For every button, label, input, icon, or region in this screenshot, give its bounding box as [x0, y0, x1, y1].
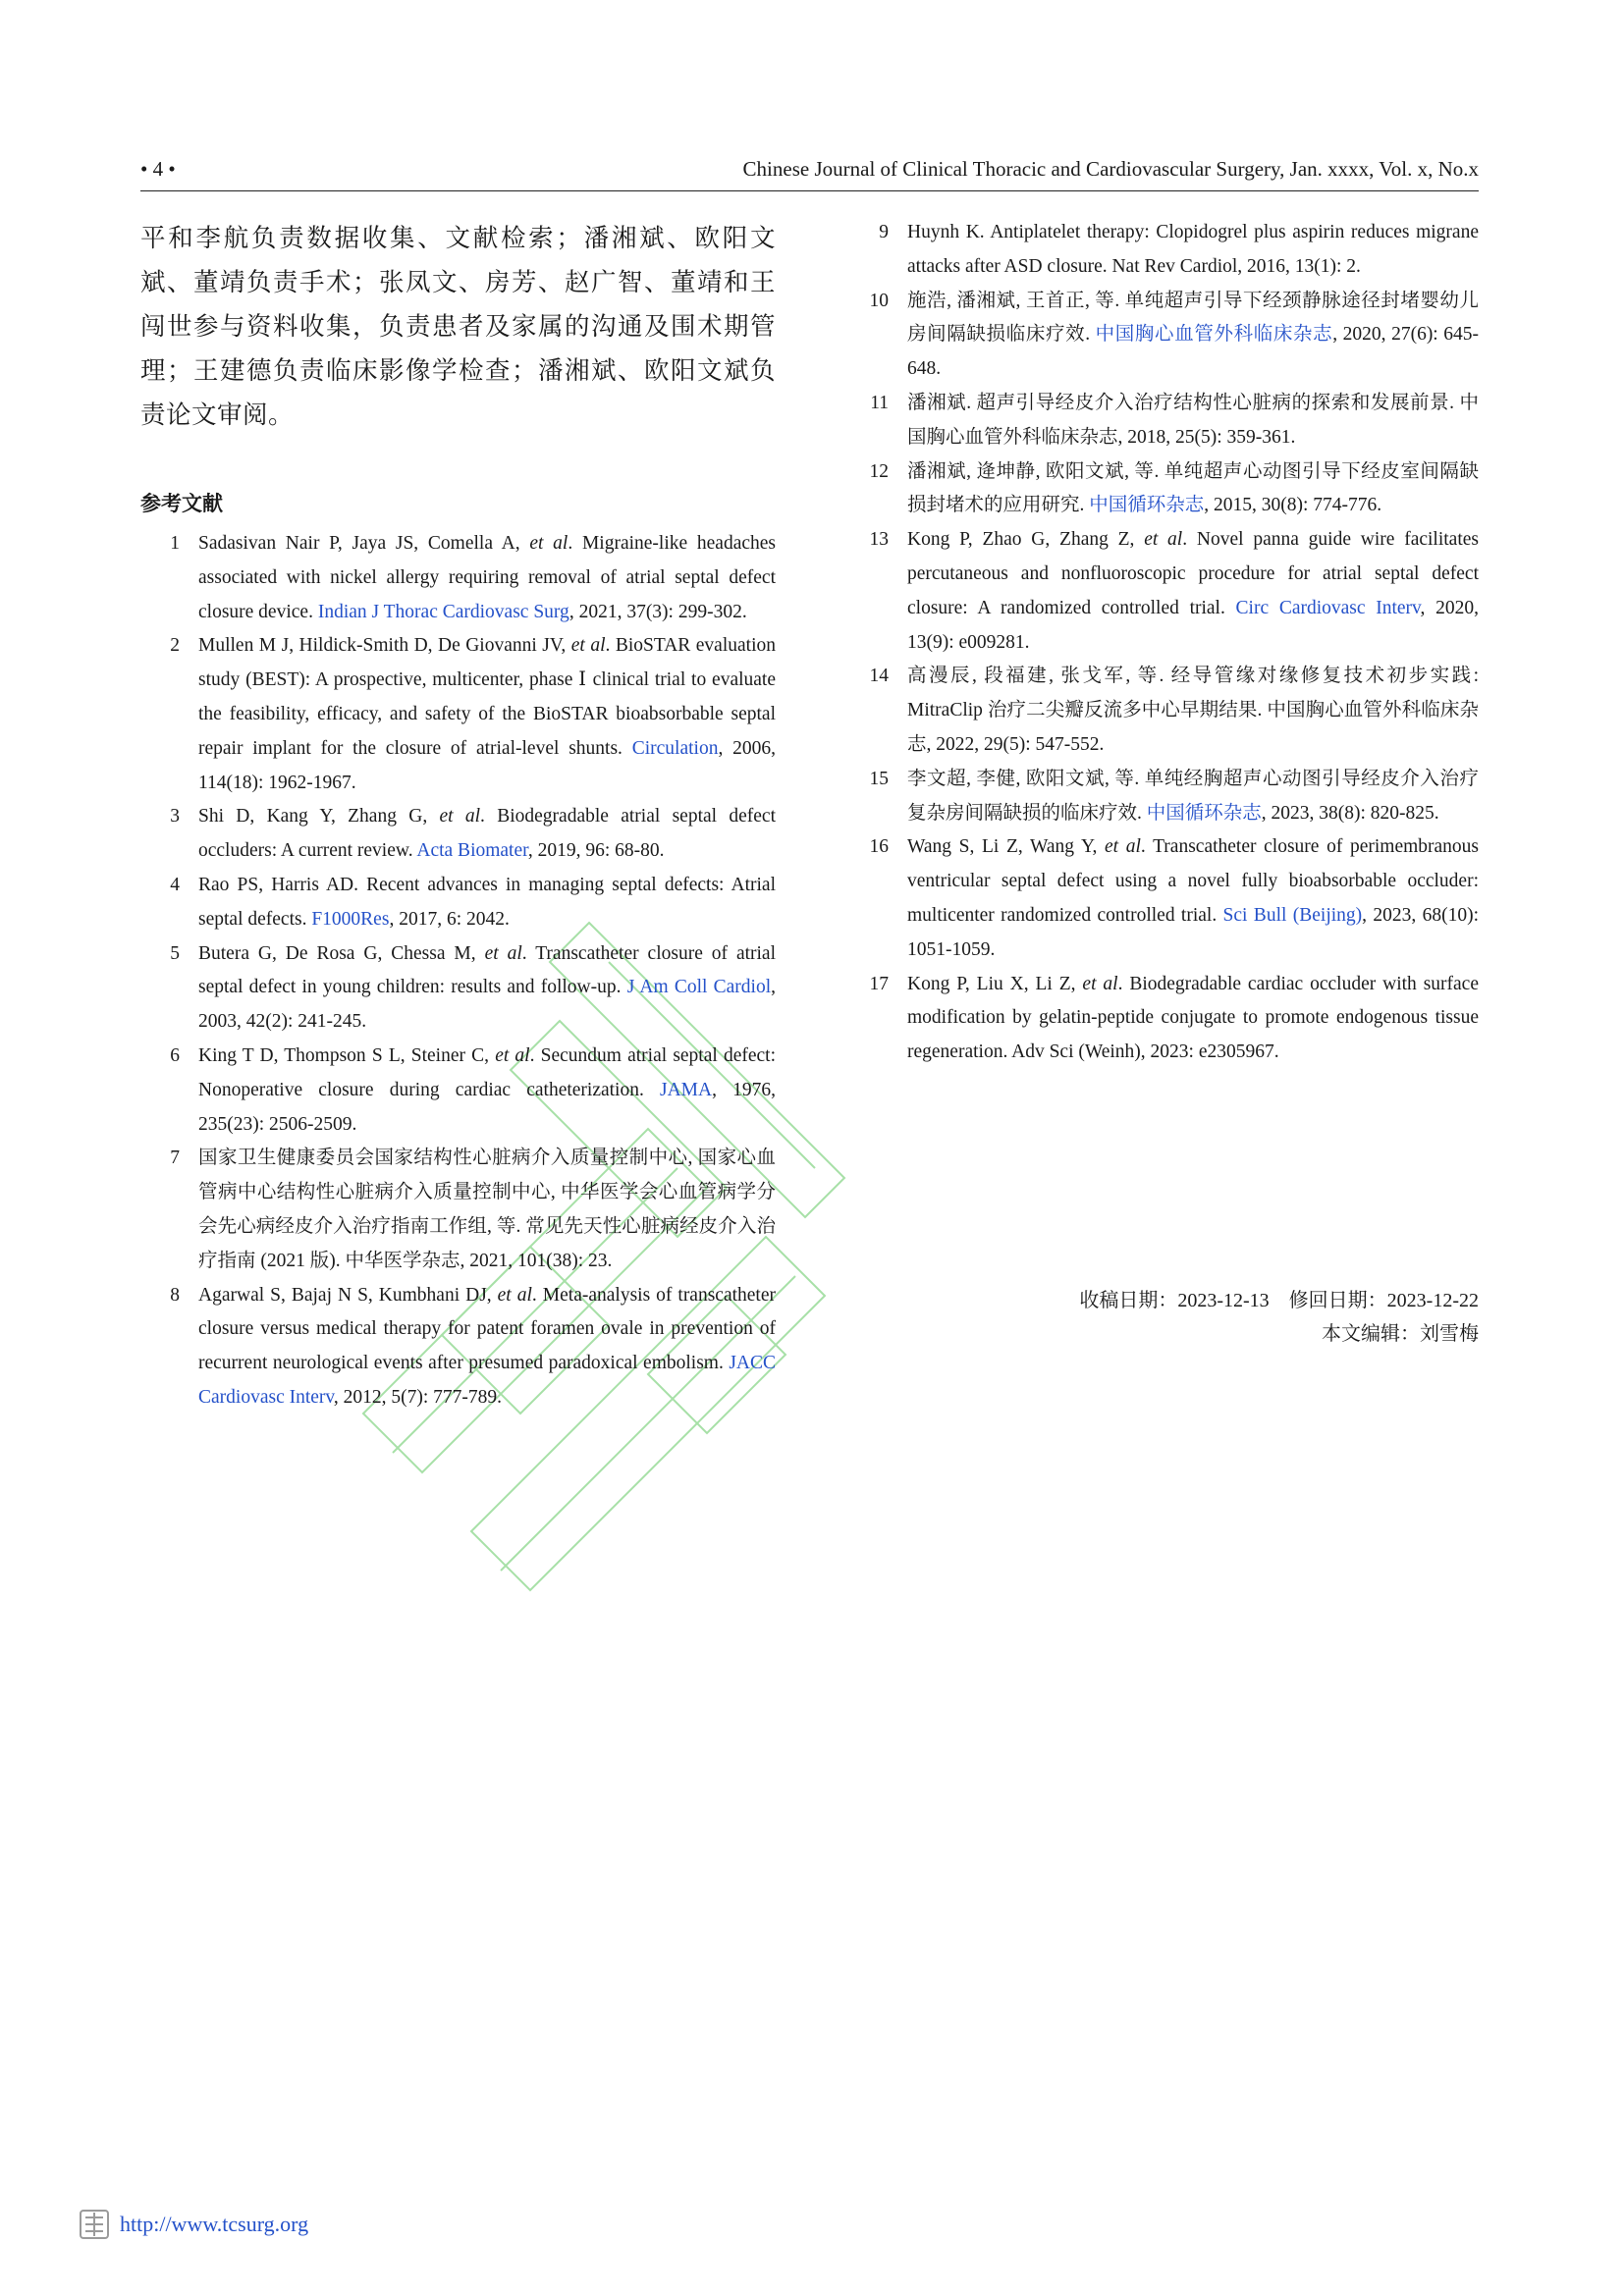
reference-segment: Kong P, Liu X, Li Z, [907, 973, 1083, 994]
reference-item [849, 216, 1479, 285]
et-al: et al [1105, 836, 1141, 858]
reference-segment: King T D, Thompson S L, Steiner C, [198, 1044, 496, 1066]
left-column [140, 216, 776, 1415]
reference-number: 10 [869, 290, 889, 311]
reference-segment: . Biodegradable cardiac occluder with surface modification by gelatin-peptide conjugate to promote endogenous tissue regeneration. Adv Sci (Weinh), 2023: e2305967. [907, 973, 1479, 1063]
reference-text [907, 968, 1479, 1070]
reference-item [140, 869, 776, 937]
reference-text [907, 523, 1479, 660]
et-al: et al [495, 1044, 530, 1066]
reference-segment: . Transcatheter closure of atrial septal defect in young children: results and follow-up. [198, 942, 776, 998]
et-al: et al [1144, 529, 1183, 551]
reference-number: 2 [170, 635, 180, 657]
reference-number: 12 [869, 460, 889, 482]
references-heading: 参考文献 [140, 492, 223, 515]
reference-segment: , 1976, 235(23): 2506-2509. [198, 1079, 776, 1135]
reference-text [198, 1142, 776, 1278]
reference-number: 14 [869, 666, 889, 687]
reference-number: 1 [170, 533, 180, 554]
reference-text [198, 1279, 776, 1415]
reference-item [849, 763, 1479, 831]
reference-journal-link[interactable]: Sci Bull (Beijing) [1222, 904, 1363, 926]
reference-number: 9 [879, 222, 889, 242]
reference-segment: Rao PS, Harris AD. Recent advances in managing septal defects: Atrial septal defects. [198, 874, 776, 930]
reference-segment: Agarwal S, Bajaj N S, Kumbhani DJ, [198, 1284, 498, 1306]
editor-line: 本文编辑：刘雪梅 [1322, 1323, 1479, 1345]
reference-item [849, 285, 1479, 387]
reference-text [198, 527, 776, 629]
reference-segment: . Transcatheter closure of perimembranous ventricular septal defect using a novel fully bioabsorbable occluder: multicenter randomized controlled trial. [907, 836, 1480, 926]
reference-journal-link[interactable]: Acta Biomater [416, 840, 528, 862]
et-al: et al [484, 942, 522, 964]
reference-segment: . BioSTAR evaluation study (BEST): A prospective, multicenter, phase Ⅰ clinical trial to evaluate the feasibility, efficacy, and safety of the BioSTAR bioabsorbable septal repair implant for the closure of atrial-level shunts. [198, 635, 776, 759]
reference-text [198, 937, 776, 1040]
reference-item [140, 629, 776, 800]
reference-number: 3 [170, 806, 180, 828]
reference-list-right [849, 216, 1479, 1070]
reference-segment: 李文超, 李健, 欧阳文斌, 等. 单纯经胸超声心动图引导经皮介入治疗复杂房间隔缺损的临床疗效. [907, 768, 1479, 824]
et-al: et al [439, 806, 481, 828]
reference-number: 5 [170, 942, 180, 964]
reference-item [849, 523, 1479, 660]
reference-journal-link[interactable]: 中国胸心血管外科临床杂志 [1095, 324, 1333, 346]
reference-journal-link[interactable]: Indian J Thorac Cardiovasc Surg [317, 601, 569, 622]
reference-item [849, 660, 1479, 762]
reference-segment: . Migraine-like headaches associated with nickel allergy requiring removal of atrial septal defect closure device. [198, 533, 777, 622]
page-number: • 4 • [140, 157, 176, 181]
reference-text [907, 216, 1479, 285]
reference-number: 7 [170, 1148, 180, 1169]
reference-journal-link[interactable]: Circ Cardiovasc Interv [1235, 597, 1421, 618]
reference-segment: Kong P, Zhao G, Zhang Z, [907, 529, 1145, 551]
reference-item [140, 527, 776, 629]
reference-item [140, 1279, 776, 1415]
reference-segment: 潘湘斌, 逄坤静, 欧阳文斌, 等. 单纯超声心动图引导下经皮室间隔缺损封堵术的应用研究. [907, 460, 1479, 516]
reference-number: 4 [170, 874, 180, 895]
reference-segment: . Meta-analysis of transcatheter closure versus medical therapy for patent foramen ovale in prevention of recurrent neurological events after presumed paradoxical embolism. [198, 1284, 776, 1374]
reference-number: 8 [170, 1284, 180, 1306]
right-column [849, 216, 1479, 1070]
reference-text [907, 660, 1479, 762]
reference-list-left [140, 527, 776, 1415]
reference-segment: , 2012, 5(7): 777-789. [333, 1386, 503, 1408]
reference-text [198, 869, 776, 937]
et-al: et al [1082, 973, 1118, 994]
reference-segment: , 2006, 114(18): 1962-1967. [198, 737, 777, 793]
reference-segment: Butera G, De Rosa G, Chessa M, [198, 942, 485, 964]
reference-journal-link[interactable]: JACC Cardiovasc Interv [198, 1353, 776, 1408]
et-al: et al [570, 635, 606, 657]
reference-segment: 施浩, 潘湘斌, 王首正, 等. 单纯超声引导下经颈静脉途径封堵婴幼儿房间隔缺损临床疗效. [907, 290, 1479, 346]
reference-segment: 潘湘斌. 超声引导经皮介入治疗结构性心脏病的探索和发展前景. 中国胸心血管外科临床杂志, 2018, 25(5): 359-361. [907, 392, 1479, 448]
received-revised-dates: 收稿日期：2023-12-13 修回日期：2023-12-22 [1079, 1290, 1479, 1311]
reference-segment: , 2021, 37(3): 299-302. [568, 601, 747, 622]
reference-text [198, 800, 776, 869]
reference-item [140, 937, 776, 1040]
reference-segment: Mullen M J, Hildick-Smith D, De Giovanni JV, [198, 635, 571, 657]
et-al: et al [529, 533, 568, 554]
journal-logo-icon [77, 2207, 112, 2242]
reference-segment: , 2003, 42(2): 241-245. [198, 977, 776, 1033]
reference-segment: Wang S, Li Z, Wang Y, [907, 836, 1106, 858]
reference-item [849, 830, 1479, 967]
reference-segment: 国家卫生健康委员会国家结构性心脏病介入质量控制中心, 国家心血管病中心结构性心脏病介入质量控制中心, 中华医学会心血管病学分会先心病经皮介入治疗指南工作组, 等. 常见先天性心脏病经皮介入治疗指南 (2021 版). 中华医学杂志, 2021, 101(38): 23. [198, 1148, 776, 1271]
reference-journal-link[interactable]: J Am Coll Cardiol [626, 977, 772, 998]
reference-number: 16 [869, 836, 889, 858]
article-dates [1079, 1284, 1479, 1351]
reference-segment: , 2020, 27(6): 645-648. [907, 324, 1479, 380]
reference-segment: . Novel panna guide wire facilitates percutaneous and nonfluoroscopic procedure for atrial septal defect closure: A randomized controlled trial. [907, 529, 1479, 618]
reference-journal-link[interactable]: F1000Res [311, 908, 390, 930]
body-paragraph: 平和李航负责数据收集、文献检索；潘湘斌、欧阳文斌、董靖负责手术；张凤文、房芳、赵广智、董靖和王闯世参与资料收集，负责患者及家属的沟通及围术期管理；王建德负责临床影像学检查；潘湘斌、欧阳文斌负责论文审阅。 [140, 224, 776, 429]
journal-title: Chinese Journal of Clinical Thoracic and Cardiovascular Surgery, Jan. xxxx, Vol. x, No.x [742, 157, 1479, 181]
website-link[interactable]: http://www.tcsurg.org [120, 2212, 309, 2236]
reference-item [140, 1142, 776, 1278]
reference-segment: . Biodegradable atrial septal defect occluders: A current review. [198, 806, 776, 862]
reference-segment: , 2019, 96: 68-80. [527, 840, 665, 862]
reference-number: 15 [869, 768, 889, 789]
reference-journal-link[interactable]: 中国循环杂志 [1089, 495, 1205, 516]
reference-segment: , 2017, 6: 2042. [389, 908, 510, 930]
reference-text [907, 763, 1479, 831]
reference-segment: 高漫辰, 段福建, 张戈军, 等. 经导管缘对缘修复技术初步实践: MitraClip 治疗二尖瓣反流多中心早期结果. 中国胸心血管外科临床杂志, 2022, 29(5): 547-552. [907, 666, 1479, 755]
reference-text [907, 830, 1479, 967]
reference-segment: Huynh K. Antiplatelet therapy: Clopidogrel plus aspirin reduces migrane attacks after ASD closure. Nat Rev Cardiol, 2016, 13(1): 2. [907, 222, 1479, 277]
reference-segment: . Secundum atrial septal defect: Nonoperative closure during cardiac catheterization. [198, 1044, 776, 1100]
page-footer [77, 2205, 308, 2244]
reference-text [198, 629, 776, 800]
running-header [140, 153, 1479, 191]
reference-journal-link[interactable]: JAMA [660, 1079, 713, 1100]
reference-item [849, 968, 1479, 1070]
reference-item [849, 387, 1479, 455]
reference-segment: , 2015, 30(8): 774-776. [1204, 495, 1382, 516]
et-al: et al [497, 1284, 532, 1306]
reference-number: 13 [869, 529, 889, 551]
reference-item [849, 455, 1479, 524]
reference-segment: , 2023, 38(8): 820-825. [1261, 802, 1439, 824]
reference-journal-link[interactable]: Circulation [631, 737, 719, 759]
reference-text [907, 285, 1479, 387]
reference-segment: Sadasivan Nair P, Jaya JS, Comella A, [198, 533, 530, 554]
reference-item [140, 1040, 776, 1142]
reference-text [198, 1040, 776, 1142]
reference-number: 17 [869, 973, 889, 994]
reference-segment: , 2020, 13(9): e009281. [907, 597, 1479, 653]
reference-text [907, 455, 1479, 524]
reference-number: 6 [170, 1044, 180, 1066]
reference-text [907, 387, 1479, 455]
reference-number: 11 [870, 392, 889, 413]
reference-journal-link[interactable]: 中国循环杂志 [1146, 802, 1262, 824]
reference-item [140, 800, 776, 869]
reference-segment: , 2023, 68(10): 1051-1059. [907, 904, 1479, 960]
reference-segment: Shi D, Kang Y, Zhang G, [198, 806, 440, 828]
